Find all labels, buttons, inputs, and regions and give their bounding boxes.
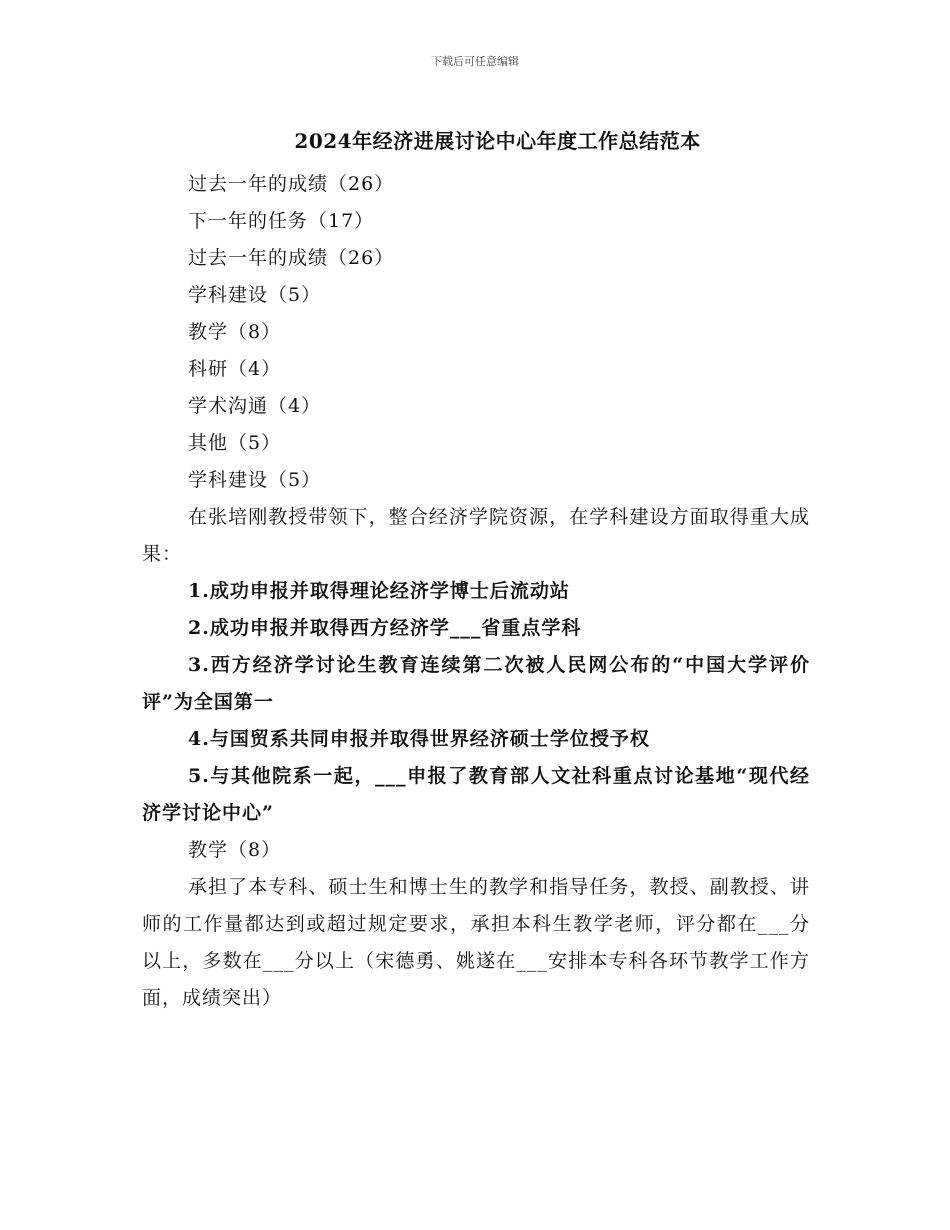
list-item: 5.与其他院系一起，___申报了教育部人文社科重点讨论基地“现代经济学讨论中心”	[142, 765, 810, 824]
list-item: 2.成功申报并取得西方经济学___省重点学科	[188, 617, 582, 639]
paragraph: 教学（8）	[188, 839, 282, 861]
paragraph: 承担了本专科、硕士生和博士生的教学和指导任务，教授、副教授、讲师的工作量都达到或超过规定要求，承担本科生教学老师，评分都在___分以上，多数在___分以上（宋德勇、姚遂在___安排本专科各环节教学工作方面，成绩突出）	[142, 876, 810, 1009]
paragraph: 学科建设（5）	[188, 469, 322, 491]
paragraph: 学科建设（5）	[188, 284, 322, 306]
header-note: 下载后可任意编辑	[431, 55, 519, 68]
paragraph: 过去一年的成绩（26）	[188, 247, 395, 269]
document-title: 2024年经济进展讨论中心年度工作总结范本	[294, 129, 701, 153]
list-item: 4.与国贸系共同申报并取得世界经济硕士学位授予权	[188, 728, 650, 750]
list-item: 3.西方经济学讨论生教育连续第二次被人民网公布的“中国大学评价评”为全国第一	[142, 654, 810, 713]
list-item: 1.成功申报并取得理论经济学博士后流动站	[188, 580, 570, 602]
paragraph: 教学（8）	[188, 321, 282, 343]
paragraph: 在张培刚教授带领下，整合经济学院资源，在学科建设方面取得重大成果：	[142, 506, 810, 565]
paragraph: 科研（4）	[188, 358, 282, 380]
paragraph: 下一年的任务（17）	[188, 210, 375, 232]
document-body	[142, 166, 810, 1017]
paragraph: 学术沟通（4）	[188, 395, 322, 417]
paragraph: 其他（5）	[188, 432, 282, 454]
paragraph: 过去一年的成绩（26）	[188, 173, 395, 195]
